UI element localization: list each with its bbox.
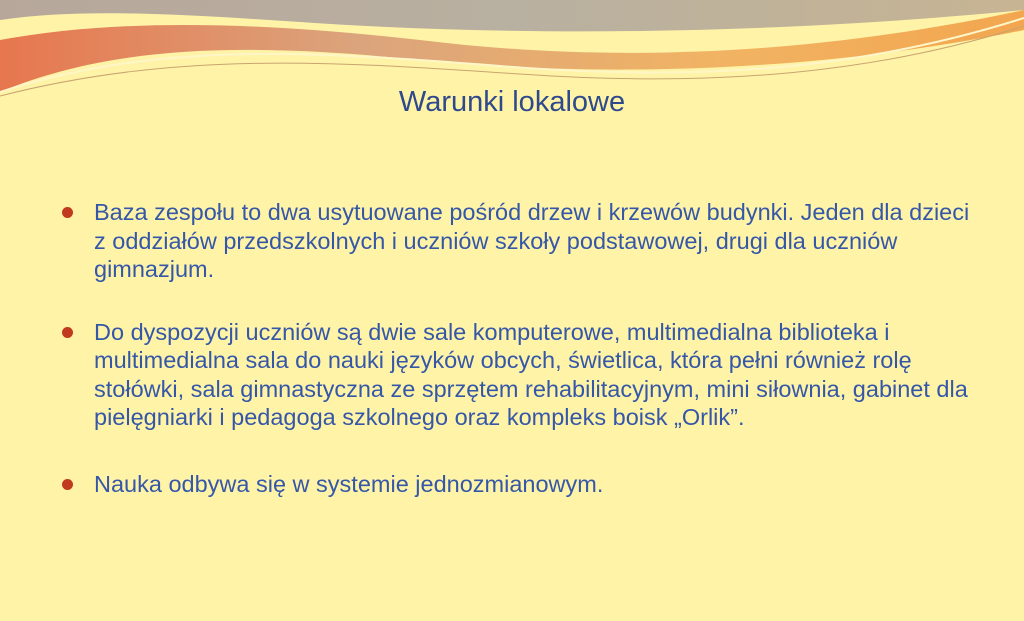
bullet-item: [62, 198, 972, 284]
bullet-list: [62, 198, 972, 532]
bullet-text: Do dyspozycji uczniów są dwie sale komputerowe, multimedialna biblioteka i multimedialna sala do nauki języków obcych, świetlica, która pełni również rolę stołówki, sala gimnastyczna ze sprzętem rehabilitacyjnym, mini siłownia, gabinet dla pielęgniarki i pedagoga szkolnego oraz kompleks boisk „Orlik”.: [94, 318, 968, 430]
bullet-text: Nauka odbywa się w systemie jednozmianowym.: [94, 470, 604, 497]
bullet-item: [62, 470, 972, 499]
bullet-icon: [62, 207, 73, 218]
bullet-icon: [62, 327, 73, 338]
bullet-icon: [62, 479, 73, 490]
bullet-item: [62, 318, 972, 432]
bullet-text: Baza zespołu to dwa usytuowane pośród drzew i krzewów budynki. Jeden dla dzieci z oddziałów przedszkolnych i uczniów szkoły podstawowej, drugi dla uczniów gimnazjum.: [94, 199, 970, 282]
slide-title: Warunki lokalowe: [398, 86, 626, 118]
